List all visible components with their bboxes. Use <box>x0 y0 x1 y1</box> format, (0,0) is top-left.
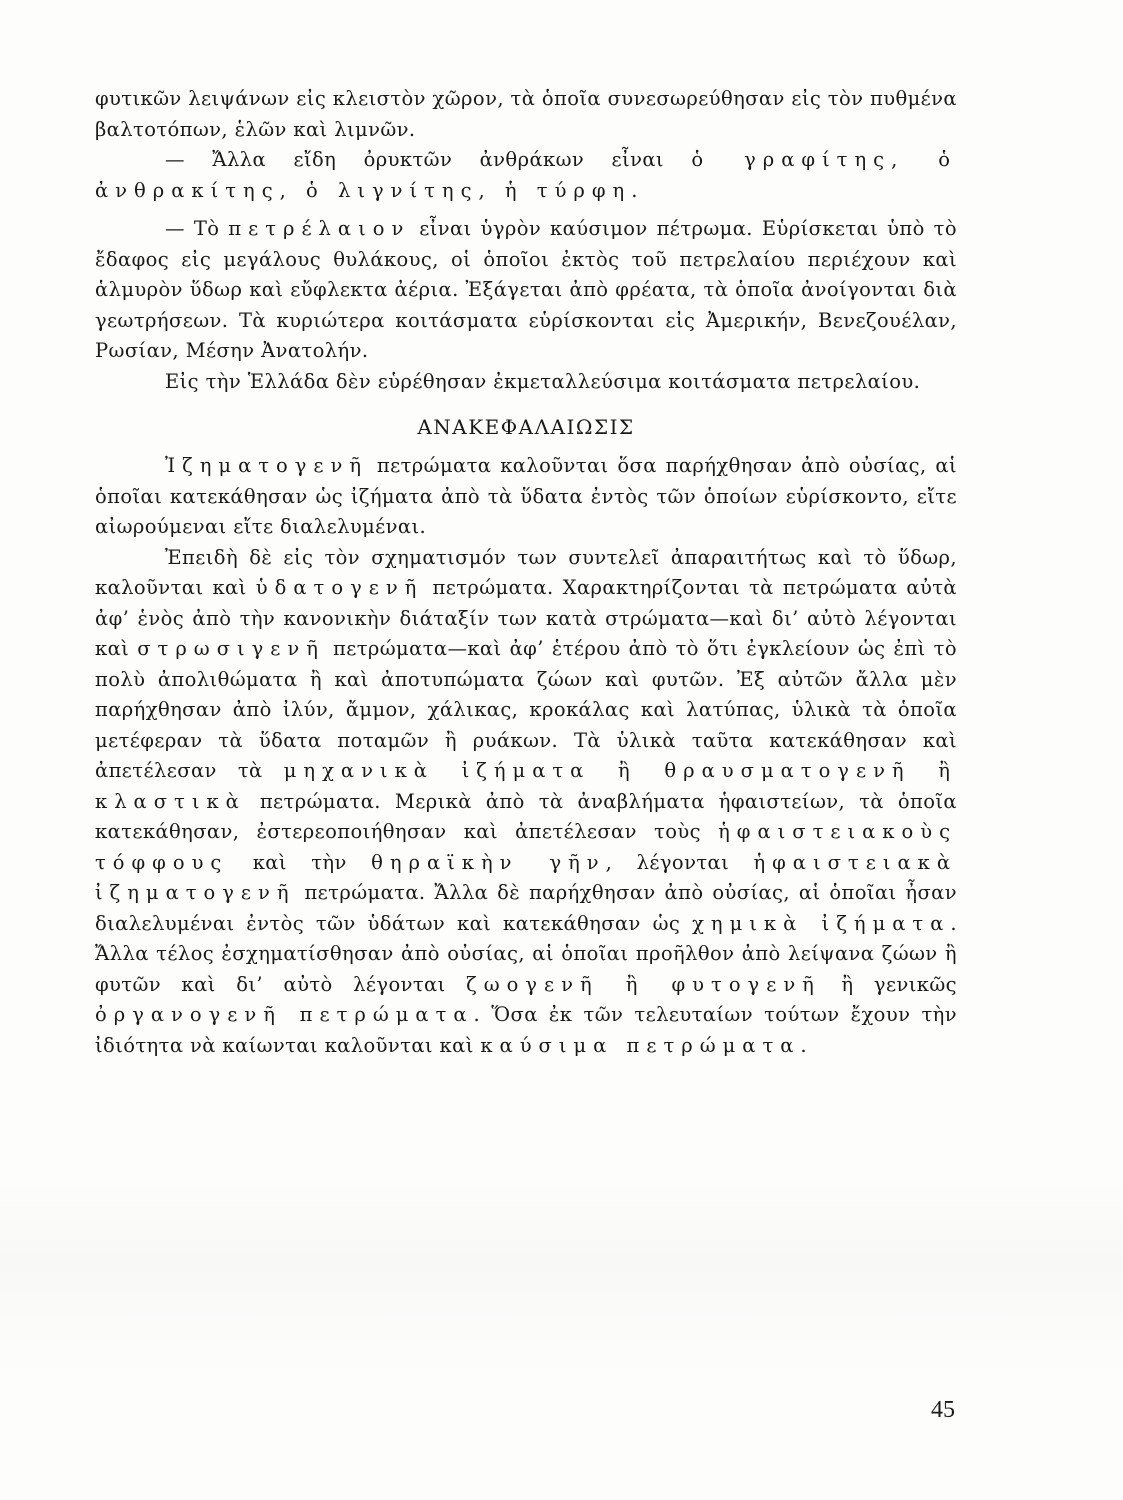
term-combustible: καύσιμα πετρώματα <box>480 1033 801 1057</box>
paragraph-summary-types: Ἐπειδὴ δὲ εἰς τὸν σχηματισμόν των συντελεῖ ἀπαραιτήτως καὶ τὸ ὕδωρ, καλοῦνται καὶ ὑδατογενῆ πετρώματα. Χαρακτηρίζονται τὰ πετρώματα αὐτὰ ἀφ’ ἑνὸς ἀπὸ τὴν κανονικὴν διάταξίν των κατὰ στρώματα—καὶ δι’ αὐτὸ λέγονται καὶ στρωσιγενῆ πετρώματα—καὶ ἀφ’ ἑτέρου ἀπὸ τὸ ὅτι ἐγκλείουν ὡς ἐπὶ τὸ πολὺ ἀπολιθώματα ἢ καὶ ἀποτυπώματα ζώων καὶ φυτῶν. Ἐξ αὐτῶν ἄλλα μὲν παρήχθησαν ἀπὸ ἰλύν, ἄμμον, χάλικας, κροκάλας καὶ λατύπας, ὑλικὰ τὰ ὁποῖα μετέφεραν τὰ ὕδατα ποταμῶν ἢ ρυάκων. Τὰ ὑλικὰ ταῦτα κατεκάθησαν καὶ ἀπετέλεσαν τὰ μηχανικὰ ἰζήματα ἢ θραυσματογενῆ ἢ κλαστικὰ πετρώματα. Μερικὰ ἀπὸ τὰ ἀναβλήματα ἡφαιστείων, τὰ ὁποῖα κατεκάθησαν, ἐστερεοποιήθησαν καὶ ἀπετέλεσαν τοὺς ἡφαιστειακοὺς τόφφους καὶ τὴν θηραϊκὴν γῆν, λέγονται ἡφαιστειακὰ ἰζηματογενῆ πετρώματα. Ἄλλα δὲ παρήχθησαν ἀπὸ οὐσίας, αἱ ὁποῖαι ἦσαν διαλελυμέναι ἐντὸς τῶν ὑδάτων καὶ κατεκάθησαν ὡς χημικὰ ἰζήματα. Ἄλλα τέλος ἐσχηματίσθησαν ἀπὸ οὐσίας, αἱ ὁποῖαι προῆλθον ἀπὸ λείψανα ζώων ἢ φυτῶν καὶ δι’ αὐτὸ λέγονται ζωογενῆ ἢ φυτογενῆ ἢ γενικῶς ὀργανογενῆ πετρώματα. Ὅσα ἐκ τῶν τελευταίων τούτων ἔχουν τὴν ἰδιότητα νὰ καίωνται καλοῦνται καὶ καύσιμα πετρώματα. <box>95 545 958 1057</box>
paragraph-petroleum: — Τὸ πετρέλαιον εἶναι ὑγρὸν καύσιμον πέτρωμα. Εὑρίσκεται ὑπὸ τὸ ἔδαφος εἰς μεγάλους θυλάκους, οἱ ὁποῖοι ἐκτὸς τοῦ πετρελαίου περιέχουν καὶ ἁλμυρὸν ὕδωρ καὶ εὔφλεκτα ἀέρια. Ἐξάγεται ἀπὸ φρέατα, τὰ ὁποῖα ἀνοίγονται διὰ γεωτρήσεων. Τὰ κυριώτερα κοιτάσματα εὑρίσκονται εἰς Ἀμερικήν, Βενεζουέλαν, Ρωσίαν, Μέσην Ἀνατολήν. <box>95 217 957 362</box>
bleed-through-shadow <box>0 1180 1123 1380</box>
section-heading-summary: ΑΝΑΚΕΦΑΛΑΙΩΣΙΣ <box>417 415 635 439</box>
term-coal-types: ὁ γραφίτης, ὁ ἀνθρακίτης, ὁ λιγνίτης, ἡ τύρφη <box>95 148 957 202</box>
term-sedimentary: Ἰζηματογενῆ <box>165 454 369 477</box>
paragraph-coal-types: — Ἄλλα εἴδη ὀρυκτῶν ἀνθράκων εἶναι ὁ γραφίτης, ὁ ἀνθρακίτης, ὁ λιγνίτης, ἡ τύρφη. <box>95 148 957 202</box>
body-text <box>95 84 957 1061</box>
paragraph-plant-remains: φυτικῶν λειψάνων εἰς κλειστὸν χῶρον, τὰ ὁποῖα συνεσωρεύθησαν εἰς τὸν πυθμένα βαλτοτόπων, ἑλῶν καὶ λιμνῶν. <box>95 87 957 141</box>
term-petroleum: πετρέλαιον <box>228 217 411 240</box>
term-hydrogenous: ὑδατογενῆ <box>255 576 424 599</box>
term-zoogenous-phytogenous: ζωογενῆ ἢ φυτογενῆ <box>466 972 821 996</box>
term-clastic: μηχανικὰ ἰζήματα ἢ θραυσματογενῆ ἢ κλαστικὰ <box>95 759 957 813</box>
term-volcanic-tuffs: ἡφαιστειακοὺς τόφφους <box>95 820 957 874</box>
paragraph-greece: Εἰς τὴν Ἑλλάδα δὲν εὑρέθησαν ἐκμεταλλεύσιμα κοιτάσματα πετρελαίου. <box>165 369 921 393</box>
paragraph-summary-definition: Ἰζηματογενῆ πετρώματα καλοῦνται ὅσα παρήχθησαν ἀπὸ οὐσίας, αἱ ὁποῖαι κατεκάθησαν ὡς ἰζήματα ἀπὸ τὰ ὕδατα ἐντὸς τῶν ὁποίων εὑρίσκοντο, εἴτε αἰωρούμεναι εἴτε διαλελυμέναι. <box>95 454 957 538</box>
term-chemical-sediments: χημικὰ ἰζήματα <box>692 911 951 935</box>
page-number: 45 <box>931 1397 955 1423</box>
term-volcanic-sedimentary: ἡφαιστειακὰ ἰζηματογενῆ <box>95 850 957 904</box>
term-thera-earth: θηραϊκὴν γῆν <box>371 850 606 874</box>
term-organogenous: ὀργανογενῆ πετρώματα <box>95 1003 474 1026</box>
term-stratigenous: στρωσιγενῆ <box>137 637 325 660</box>
